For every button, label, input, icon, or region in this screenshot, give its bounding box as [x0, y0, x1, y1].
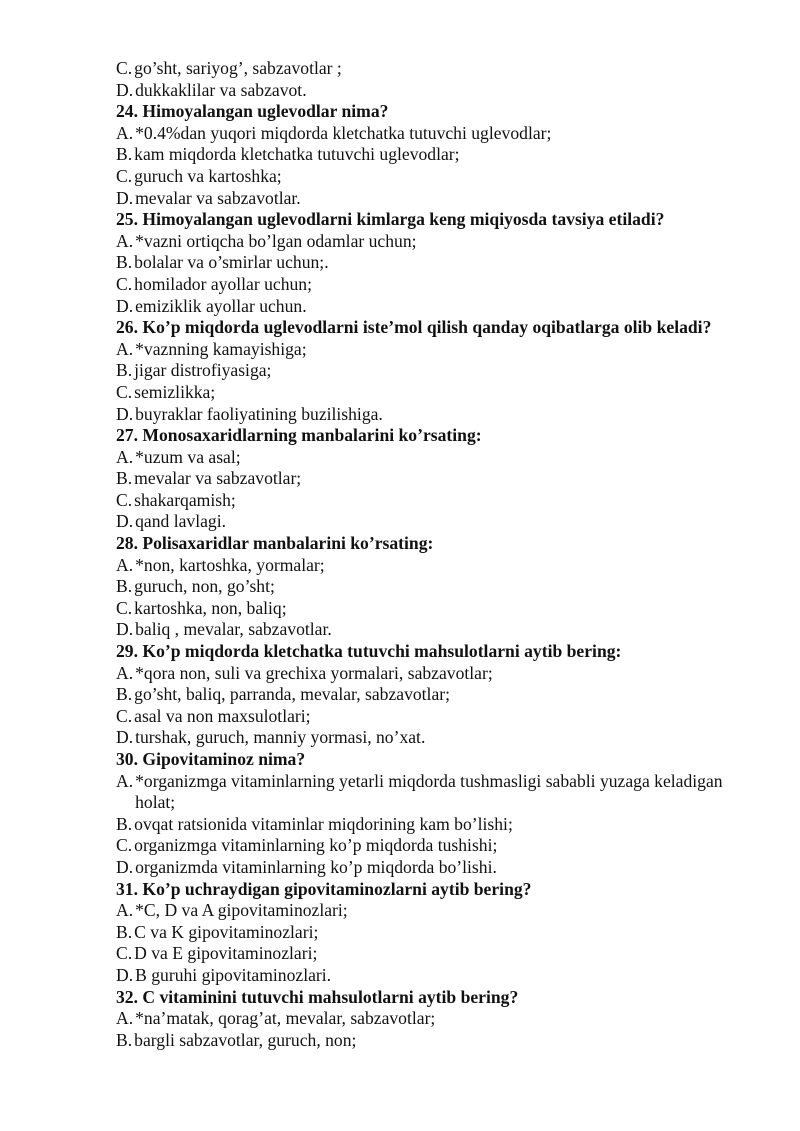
answer-option	[116, 663, 726, 685]
question-heading: 24. Himoyalangan uglevodlar nima?	[116, 101, 389, 122]
question-heading: 29. Ko’p miqdorda kletchatka tutuvchi mahsulotlarni aytib bering:	[116, 641, 622, 662]
option-letter: A.	[116, 122, 134, 143]
answer-option	[116, 965, 726, 987]
option-letter: C.	[116, 705, 133, 726]
answer-option	[116, 943, 726, 965]
option-text: B guruhi gipovitaminozlari.	[135, 964, 332, 985]
answer-option	[116, 58, 726, 80]
answer-option	[116, 1008, 726, 1030]
question-heading: 30. Gipovitaminoz nima?	[116, 749, 306, 769]
answer-option	[116, 1030, 726, 1052]
option-text: kam miqdorda kletchatka tutuvchi uglevodlar;	[134, 144, 460, 165]
option-text: jigar distrofiyasiga;	[134, 360, 272, 381]
question-heading: 32. C vitaminini tutuvchi mahsulotlarni aytib bering?	[116, 986, 519, 1007]
answer-option	[116, 814, 726, 836]
option-letter: D.	[116, 964, 134, 985]
question-heading: 31. Ko’p uchraydigan gipovitaminozlarni aytib bering?	[116, 878, 532, 899]
option-letter: D.	[116, 856, 134, 877]
option-letter: A.	[116, 770, 134, 791]
option-letter: B.	[116, 576, 133, 597]
option-text: baliq , mevalar, sabzavotlar.	[135, 619, 332, 640]
option-letter: D.	[116, 727, 134, 748]
answer-option	[116, 252, 726, 274]
option-text: homilador ayollar uchun;	[134, 273, 312, 294]
option-text: go’sht, sariyog’, sabzavotlar ;	[134, 58, 342, 78]
option-text: *C, D va A gipovitaminozlari;	[135, 900, 348, 921]
answer-option	[116, 339, 726, 361]
answer-option	[116, 360, 726, 382]
answer-option	[116, 511, 726, 533]
answer-option	[116, 598, 726, 620]
option-letter: A.	[116, 900, 134, 921]
option-text: *organizmga vitaminlarning yetarli miqdorda tushmasligi sababli yuzaga keladigan holat;	[135, 770, 723, 813]
option-letter: C.	[116, 489, 133, 510]
answer-option	[116, 857, 726, 879]
answer-option	[116, 490, 726, 512]
option-letter: B.	[116, 252, 133, 273]
option-letter: C.	[116, 835, 133, 856]
answer-option	[116, 144, 726, 166]
option-text: *vaznning kamayishiga;	[135, 338, 307, 359]
option-letter: A.	[116, 662, 134, 683]
option-letter: A.	[116, 554, 134, 575]
option-letter: C.	[116, 273, 133, 294]
answer-option	[116, 835, 726, 857]
option-text: kartoshka, non, baliq;	[134, 597, 287, 618]
option-letter: D.	[116, 403, 134, 424]
answer-option	[116, 188, 726, 210]
option-text: mevalar va sabzavotlar.	[135, 187, 301, 208]
option-text: C va K gipovitaminozlari;	[134, 921, 319, 942]
option-text: semizlikka;	[134, 381, 216, 402]
option-letter: A.	[116, 338, 134, 359]
option-letter: A.	[116, 1008, 134, 1029]
option-letter: B.	[116, 144, 133, 165]
option-letter: C.	[116, 58, 133, 78]
option-letter: B.	[116, 1029, 133, 1050]
option-text: emiziklik ayollar uchun.	[135, 295, 307, 316]
answer-option	[116, 123, 726, 145]
option-letter: B.	[116, 468, 133, 489]
option-text: asal va non maxsulotlari;	[134, 705, 311, 726]
answer-option	[116, 80, 726, 102]
answer-option	[116, 727, 726, 749]
option-letter: C.	[116, 381, 133, 402]
option-text: ovqat ratsionida vitaminlar miqdorining kam bo’lishi;	[134, 813, 513, 834]
answer-option	[116, 706, 726, 728]
answer-option	[116, 576, 726, 598]
option-letter: D.	[116, 619, 134, 640]
question-heading: 28. Polisaxaridlar manbalarini ko’rsating:	[116, 533, 434, 554]
option-letter: A.	[116, 230, 134, 251]
option-letter: D.	[116, 511, 134, 532]
option-text: *na’matak, qorag’at, mevalar, sabzavotlar;	[135, 1008, 436, 1029]
option-text: guruch, non, go’sht;	[134, 576, 275, 597]
option-letter: C.	[116, 597, 133, 618]
question-heading: 26. Ko’p miqdorda uglevodlarni iste’mol qilish qanday oqibatlarga olib keladi?	[116, 317, 712, 338]
option-text: *non, kartoshka, yormalar;	[135, 554, 325, 575]
question-heading: 27. Monosaxaridlarning manbalarini ko’rsating:	[116, 425, 482, 446]
option-letter: D.	[116, 295, 134, 316]
answer-option	[116, 404, 726, 426]
option-text: organizmga vitaminlarning ko’p miqdorda tushishi;	[134, 835, 498, 856]
option-letter: D.	[116, 79, 134, 100]
document-page	[116, 58, 726, 1051]
option-letter: C.	[116, 165, 133, 186]
option-letter: B.	[116, 684, 133, 705]
answer-option	[116, 900, 726, 922]
option-text: bargli sabzavotlar, guruch, non;	[134, 1029, 357, 1050]
option-text: dukkaklilar va sabzavot.	[135, 79, 307, 100]
option-text: mevalar va sabzavotlar;	[134, 468, 302, 489]
answer-option	[116, 296, 726, 318]
answer-option	[116, 166, 726, 188]
option-text: *vazni ortiqcha bo’lgan odamlar uchun;	[135, 230, 417, 251]
option-text: guruch va kartoshka;	[134, 165, 282, 186]
option-letter: C.	[116, 943, 133, 964]
option-text: shakarqamish;	[134, 489, 236, 510]
option-letter: D.	[116, 187, 134, 208]
answer-option	[116, 619, 726, 641]
option-text: bolalar va o’smirlar uchun;.	[134, 252, 329, 273]
answer-option	[116, 231, 726, 253]
answer-option	[116, 684, 726, 706]
option-letter: B.	[116, 360, 133, 381]
option-text: qand lavlagi.	[135, 511, 226, 532]
answer-option	[116, 274, 726, 296]
option-text: D va E gipovitaminozlari;	[134, 943, 318, 964]
option-text: organizmda vitaminlarning ko’p miqdorda bo’lishi.	[135, 856, 497, 877]
option-letter: B.	[116, 921, 133, 942]
answer-option	[116, 555, 726, 577]
option-text: *0.4%dan yuqori miqdorda kletchatka tutuvchi uglevodlar;	[135, 122, 552, 143]
answer-option	[116, 468, 726, 490]
option-letter: B.	[116, 813, 133, 834]
answer-option	[116, 771, 726, 814]
answer-option	[116, 382, 726, 404]
option-text: *qora non, suli va grechixa yormalari, sabzavotlar;	[135, 662, 493, 683]
answer-option	[116, 922, 726, 944]
option-text: turshak, guruch, manniy yormasi, no’xat.	[135, 727, 426, 748]
question-heading: 25. Himoyalangan uglevodlarni kimlarga keng miqiyosda tavsiya etiladi?	[116, 209, 665, 230]
option-text: buyraklar faoliyatining buzilishiga.	[135, 403, 383, 424]
option-letter: A.	[116, 446, 134, 467]
answer-option	[116, 447, 726, 469]
option-text: go’sht, baliq, parranda, mevalar, sabzavotlar;	[134, 684, 451, 705]
option-text: *uzum va asal;	[135, 446, 241, 467]
